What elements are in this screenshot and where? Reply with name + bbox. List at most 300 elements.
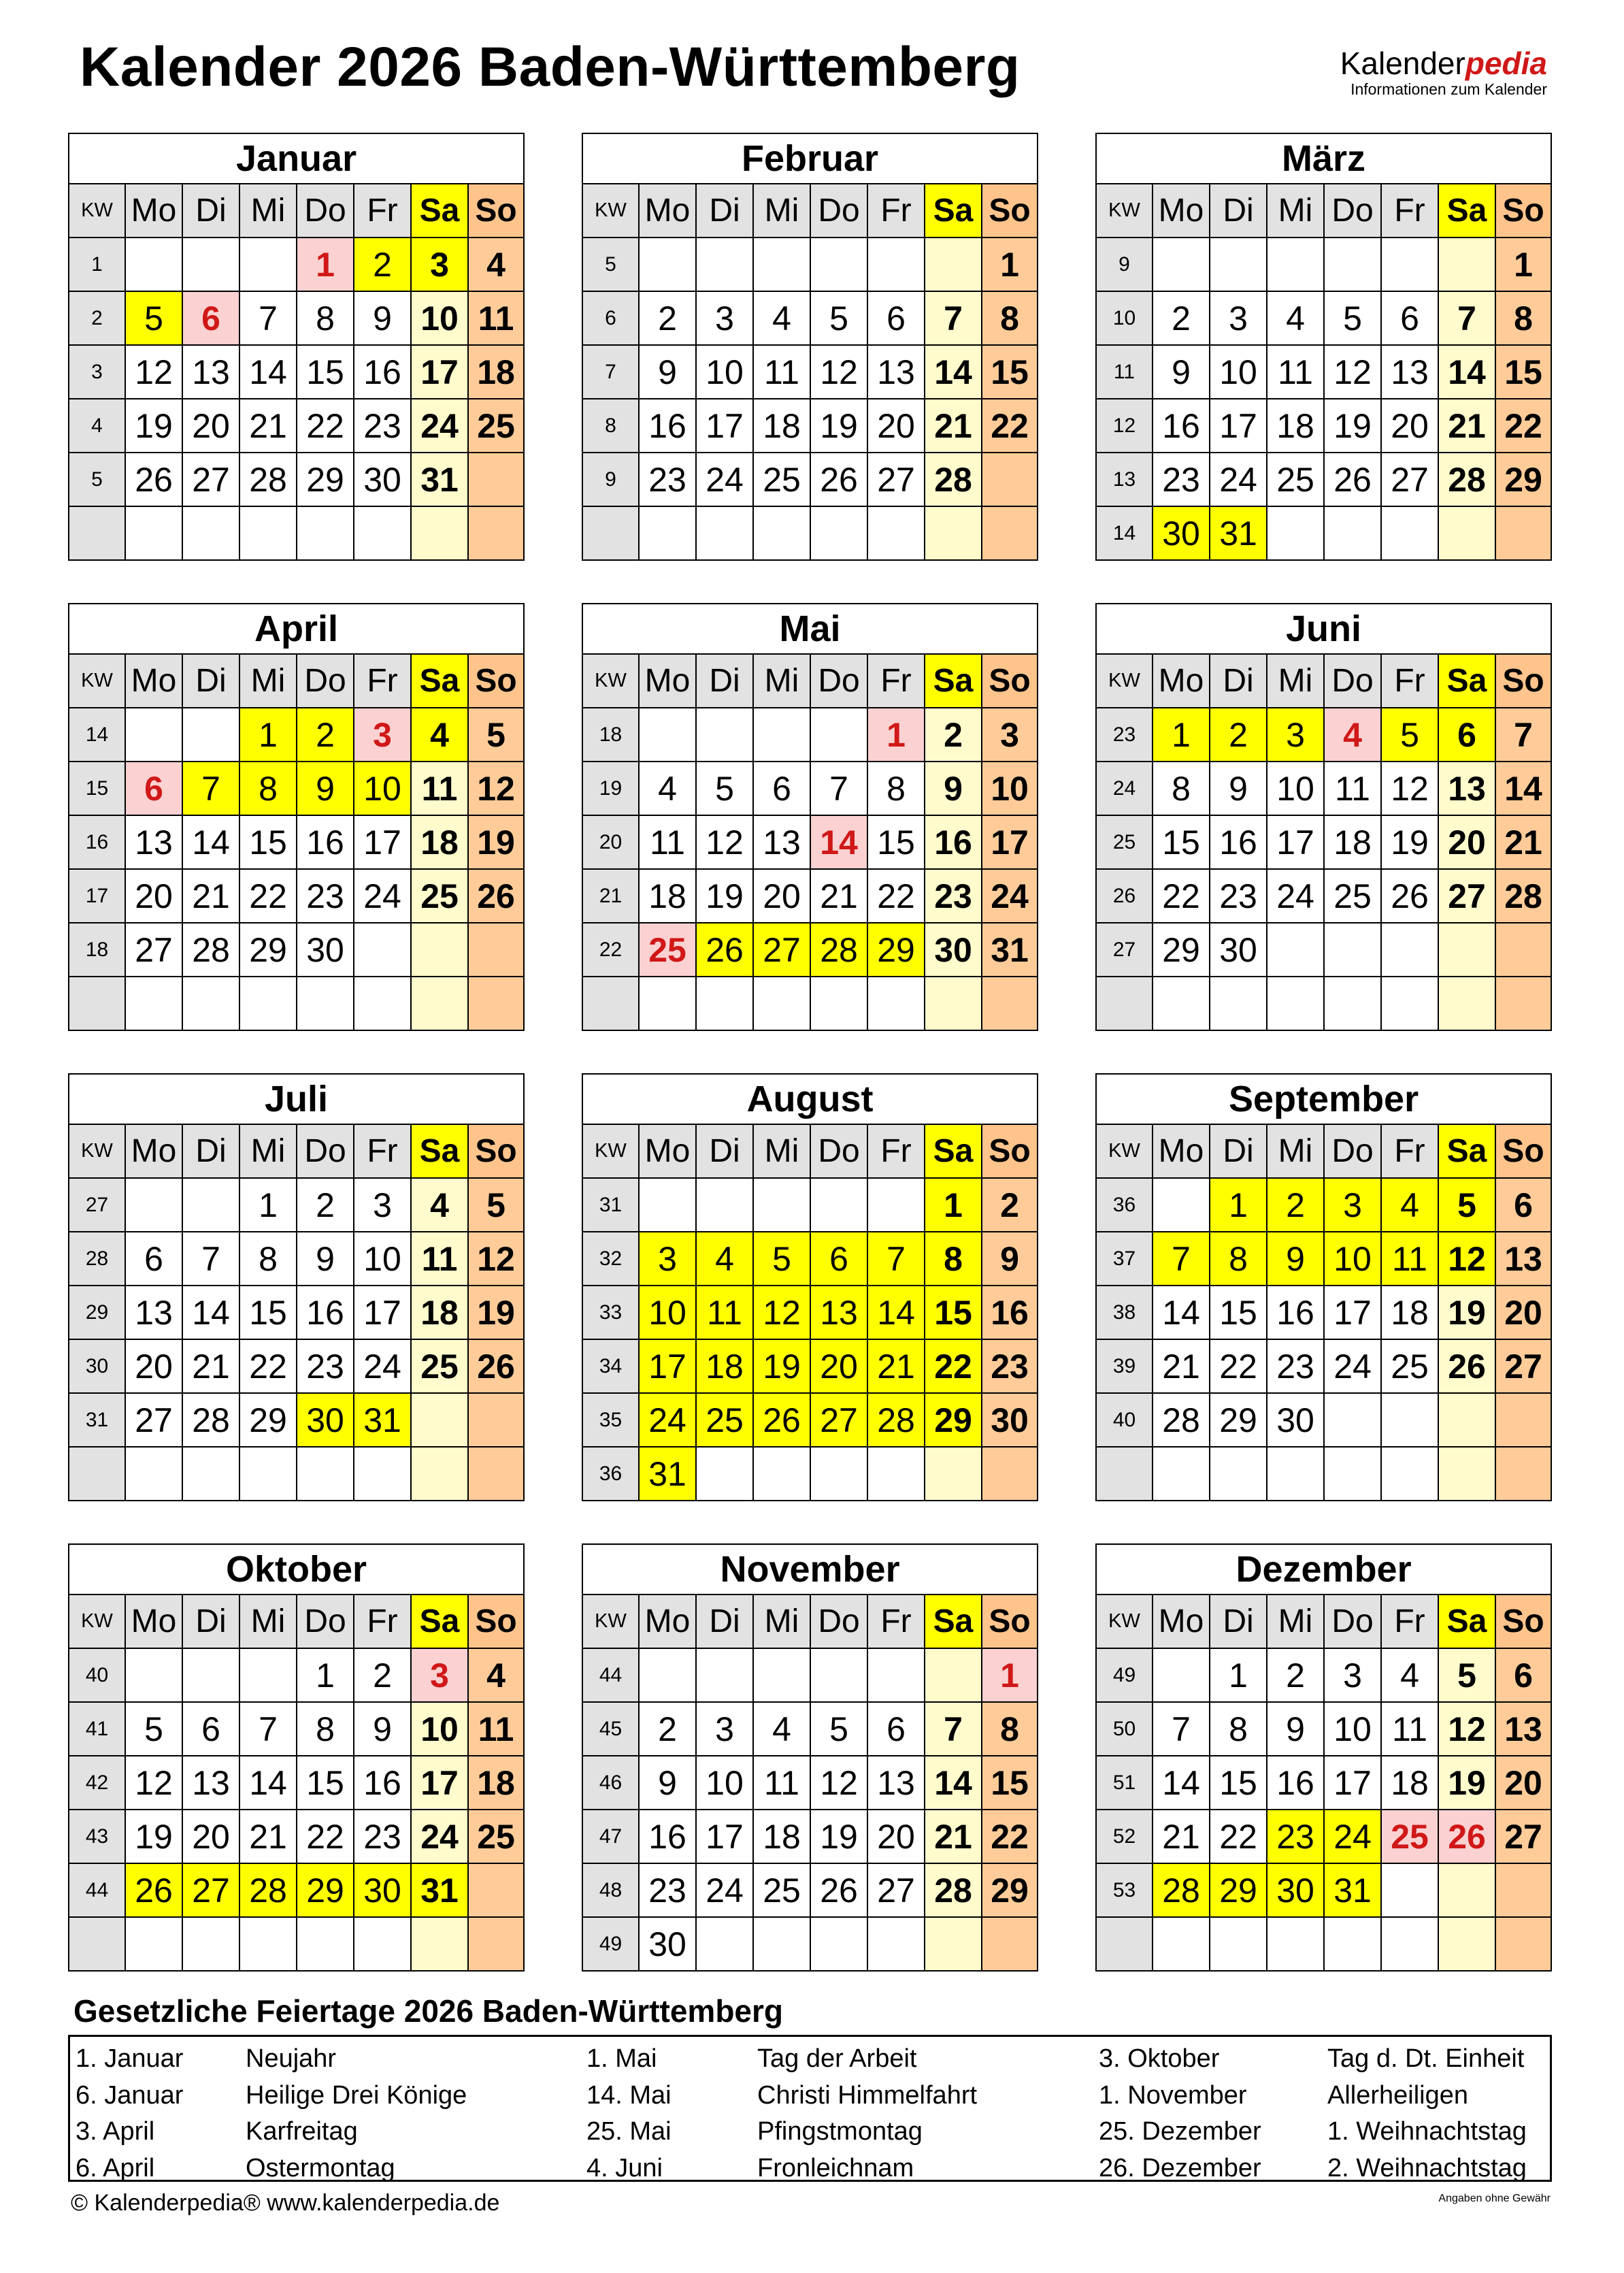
week-number bbox=[69, 506, 125, 560]
day-cell: 7 bbox=[239, 291, 297, 345]
empty-cell bbox=[297, 1917, 354, 1971]
weekday-header: Di bbox=[1210, 1124, 1267, 1178]
day-cell: 9 bbox=[354, 1702, 411, 1756]
week-number: 27 bbox=[69, 1178, 125, 1232]
day-cell: 8 bbox=[1153, 762, 1210, 815]
day-cell: 15 bbox=[1153, 815, 1210, 869]
brand-tagline: Informationen zum Kalender bbox=[1350, 80, 1547, 98]
empty-cell bbox=[982, 977, 1038, 1030]
day-cell: 11 bbox=[1381, 1232, 1438, 1286]
empty-cell bbox=[1267, 506, 1324, 560]
weekday-header: Mi bbox=[1267, 654, 1324, 708]
month-calendar bbox=[582, 133, 1038, 561]
day-cell: 10 bbox=[696, 1756, 753, 1810]
day-cell: 2 bbox=[354, 1648, 411, 1702]
empty-cell bbox=[753, 1178, 810, 1232]
month-calendar bbox=[1095, 1073, 1552, 1501]
day-cell: 21 bbox=[1438, 399, 1495, 453]
day-cell: 9 bbox=[1153, 345, 1210, 399]
month-calendar bbox=[1095, 603, 1552, 1031]
empty-cell bbox=[1381, 506, 1438, 560]
holiday-date: 6. April bbox=[76, 2153, 155, 2182]
empty-cell bbox=[925, 506, 982, 560]
week-number: 29 bbox=[69, 1286, 125, 1339]
holiday-name-column-1 bbox=[246, 2041, 467, 2187]
empty-cell bbox=[696, 1917, 753, 1971]
week-number: 44 bbox=[582, 1648, 639, 1702]
week-number: 15 bbox=[69, 762, 125, 815]
day-cell: 25 bbox=[753, 1863, 810, 1917]
day-cell: 24 bbox=[639, 1393, 696, 1447]
empty-cell bbox=[411, 1917, 468, 1971]
kw-header: KW bbox=[1096, 184, 1153, 238]
day-cell: 19 bbox=[1438, 1286, 1495, 1339]
day-cell: 30 bbox=[982, 1393, 1038, 1447]
day-cell: 3 bbox=[1267, 708, 1324, 762]
empty-cell bbox=[867, 1648, 925, 1702]
day-cell: 18 bbox=[1381, 1286, 1438, 1339]
week-number: 7 bbox=[582, 345, 639, 399]
empty-cell bbox=[1324, 977, 1381, 1030]
day-cell: 31 bbox=[639, 1447, 696, 1501]
day-cell: 9 bbox=[639, 345, 696, 399]
day-cell: 22 bbox=[1153, 869, 1210, 923]
day-cell: 26 bbox=[696, 923, 753, 977]
day-cell: 19 bbox=[468, 1286, 524, 1339]
day-cell: 15 bbox=[867, 815, 925, 869]
weekday-header: Do bbox=[297, 654, 354, 708]
empty-cell bbox=[354, 923, 411, 977]
empty-cell bbox=[125, 977, 182, 1030]
day-cell: 19 bbox=[1438, 1756, 1495, 1810]
week-number: 52 bbox=[1096, 1810, 1153, 1863]
day-cell: 16 bbox=[1153, 399, 1210, 453]
weekday-header: Mo bbox=[1153, 184, 1210, 238]
day-cell: 24 bbox=[354, 1339, 411, 1393]
day-cell: 21 bbox=[925, 399, 982, 453]
day-cell: 12 bbox=[1438, 1702, 1495, 1756]
day-cell: 8 bbox=[239, 1232, 297, 1286]
empty-cell bbox=[753, 1447, 810, 1501]
day-cell: 18 bbox=[1267, 399, 1324, 453]
holiday-name: Tag d. Dt. Einheit bbox=[1327, 2044, 1525, 2073]
week-number: 31 bbox=[69, 1393, 125, 1447]
day-cell: 30 bbox=[1153, 506, 1210, 560]
week-number: 47 bbox=[582, 1810, 639, 1863]
empty-cell bbox=[867, 1447, 925, 1501]
weekday-header: Mi bbox=[753, 184, 810, 238]
day-cell: 19 bbox=[125, 399, 182, 453]
day-cell: 6 bbox=[867, 291, 925, 345]
day-cell: 16 bbox=[354, 345, 411, 399]
weekday-header: Do bbox=[810, 1124, 867, 1178]
day-cell: 31 bbox=[411, 1863, 468, 1917]
empty-cell bbox=[239, 1648, 297, 1702]
week-number: 17 bbox=[69, 869, 125, 923]
day-cell: 27 bbox=[867, 1863, 925, 1917]
holiday-date: 26. Dezember bbox=[1099, 2153, 1261, 2182]
empty-cell bbox=[468, 923, 524, 977]
weekday-header: Do bbox=[810, 654, 867, 708]
day-cell: 13 bbox=[1495, 1702, 1551, 1756]
day-cell: 14 bbox=[1495, 762, 1551, 815]
day-cell: 19 bbox=[696, 869, 753, 923]
day-cell: 23 bbox=[297, 1339, 354, 1393]
empty-cell bbox=[182, 1447, 239, 1501]
day-cell: 22 bbox=[982, 1810, 1038, 1863]
day-cell: 5 bbox=[468, 1178, 524, 1232]
day-cell: 14 bbox=[1438, 345, 1495, 399]
day-cell: 21 bbox=[239, 399, 297, 453]
month-name: Oktober bbox=[69, 1544, 524, 1595]
empty-cell bbox=[1324, 923, 1381, 977]
weekday-header: Sa bbox=[925, 1124, 982, 1178]
day-cell: 19 bbox=[810, 399, 867, 453]
empty-cell bbox=[125, 1648, 182, 1702]
week-number: 25 bbox=[1096, 815, 1153, 869]
empty-cell bbox=[239, 506, 297, 560]
holiday-date-column-3 bbox=[1099, 2041, 1261, 2187]
day-cell: 20 bbox=[1438, 815, 1495, 869]
week-number: 13 bbox=[1096, 453, 1153, 506]
month-name: April bbox=[69, 604, 524, 654]
empty-cell bbox=[182, 1648, 239, 1702]
day-cell: 9 bbox=[982, 1232, 1038, 1286]
month-calendar bbox=[68, 603, 525, 1031]
week-number: 49 bbox=[582, 1917, 639, 1971]
empty-cell bbox=[182, 1917, 239, 1971]
empty-cell bbox=[810, 708, 867, 762]
week-number bbox=[1096, 1447, 1153, 1501]
day-cell: 16 bbox=[1267, 1756, 1324, 1810]
day-cell: 11 bbox=[411, 762, 468, 815]
day-cell: 3 bbox=[354, 708, 411, 762]
day-cell: 25 bbox=[468, 1810, 524, 1863]
day-cell: 5 bbox=[1438, 1648, 1495, 1702]
empty-cell bbox=[1495, 1863, 1551, 1917]
day-cell: 3 bbox=[696, 1702, 753, 1756]
day-cell: 22 bbox=[239, 1339, 297, 1393]
brand-logo[interactable] bbox=[1340, 46, 1547, 98]
empty-cell bbox=[639, 1648, 696, 1702]
day-cell: 6 bbox=[182, 1702, 239, 1756]
day-cell: 26 bbox=[810, 453, 867, 506]
day-cell: 30 bbox=[354, 1863, 411, 1917]
week-number: 30 bbox=[69, 1339, 125, 1393]
day-cell: 9 bbox=[1210, 762, 1267, 815]
day-cell: 25 bbox=[1381, 1339, 1438, 1393]
empty-cell bbox=[925, 1648, 982, 1702]
empty-cell bbox=[753, 708, 810, 762]
day-cell: 5 bbox=[1381, 708, 1438, 762]
day-cell: 23 bbox=[1153, 453, 1210, 506]
day-cell: 17 bbox=[639, 1339, 696, 1393]
week-number bbox=[582, 977, 639, 1030]
weekday-header: Do bbox=[1324, 184, 1381, 238]
empty-cell bbox=[1381, 238, 1438, 291]
day-cell: 24 bbox=[982, 869, 1038, 923]
holiday-name: 2. Weihnachtstag bbox=[1327, 2153, 1527, 2182]
day-cell: 6 bbox=[810, 1232, 867, 1286]
kw-header: KW bbox=[69, 1595, 125, 1648]
day-cell: 22 bbox=[867, 869, 925, 923]
kw-header: KW bbox=[1096, 654, 1153, 708]
day-cell: 7 bbox=[239, 1702, 297, 1756]
day-cell: 21 bbox=[182, 1339, 239, 1393]
weekday-header: Di bbox=[696, 654, 753, 708]
day-cell: 11 bbox=[639, 815, 696, 869]
day-cell: 3 bbox=[1324, 1648, 1381, 1702]
day-cell: 4 bbox=[1381, 1178, 1438, 1232]
day-cell: 23 bbox=[1210, 869, 1267, 923]
day-cell: 2 bbox=[297, 1178, 354, 1232]
empty-cell bbox=[1153, 1917, 1210, 1971]
empty-cell bbox=[696, 238, 753, 291]
day-cell: 29 bbox=[297, 1863, 354, 1917]
day-cell: 23 bbox=[639, 1863, 696, 1917]
day-cell: 21 bbox=[239, 1810, 297, 1863]
weekday-header: Fr bbox=[1381, 1124, 1438, 1178]
day-cell: 22 bbox=[982, 399, 1038, 453]
day-cell: 27 bbox=[753, 923, 810, 977]
day-cell: 21 bbox=[1153, 1339, 1210, 1393]
empty-cell bbox=[1438, 1393, 1495, 1447]
day-cell: 7 bbox=[1495, 708, 1551, 762]
weekday-header: So bbox=[468, 1124, 524, 1178]
footer-copyright[interactable]: © Kalenderpedia® www.kalenderpedia.de bbox=[71, 2190, 500, 2216]
day-cell: 25 bbox=[411, 1339, 468, 1393]
day-cell: 24 bbox=[411, 1810, 468, 1863]
empty-cell bbox=[810, 977, 867, 1030]
month-calendar bbox=[68, 133, 525, 561]
month-name: März bbox=[1096, 133, 1551, 184]
empty-cell bbox=[696, 506, 753, 560]
week-number: 49 bbox=[1096, 1648, 1153, 1702]
week-number: 16 bbox=[69, 815, 125, 869]
day-cell: 14 bbox=[182, 1286, 239, 1339]
day-cell: 17 bbox=[1324, 1286, 1381, 1339]
weekday-header: Mi bbox=[753, 1124, 810, 1178]
week-number: 22 bbox=[582, 923, 639, 977]
empty-cell bbox=[753, 238, 810, 291]
day-cell: 13 bbox=[753, 815, 810, 869]
day-cell: 1 bbox=[1210, 1178, 1267, 1232]
empty-cell bbox=[239, 238, 297, 291]
day-cell: 8 bbox=[867, 762, 925, 815]
weekday-header: Di bbox=[1210, 654, 1267, 708]
day-cell: 18 bbox=[411, 815, 468, 869]
day-cell: 26 bbox=[1438, 1810, 1495, 1863]
empty-cell bbox=[1495, 1447, 1551, 1501]
day-cell: 1 bbox=[1495, 238, 1551, 291]
day-cell: 16 bbox=[297, 1286, 354, 1339]
empty-cell bbox=[468, 1863, 524, 1917]
empty-cell bbox=[1438, 1917, 1495, 1971]
week-number: 8 bbox=[582, 399, 639, 453]
weekday-header: So bbox=[982, 1124, 1038, 1178]
day-cell: 15 bbox=[239, 815, 297, 869]
weekday-header: Di bbox=[182, 184, 239, 238]
weekday-header: Mo bbox=[125, 654, 182, 708]
week-number: 4 bbox=[69, 399, 125, 453]
day-cell: 18 bbox=[411, 1286, 468, 1339]
empty-cell bbox=[1153, 1178, 1210, 1232]
day-cell: 12 bbox=[1381, 762, 1438, 815]
weekday-header: Fr bbox=[867, 1124, 925, 1178]
weekday-header: So bbox=[982, 1595, 1038, 1648]
weekday-header: Fr bbox=[1381, 184, 1438, 238]
day-cell: 15 bbox=[239, 1286, 297, 1339]
week-number: 34 bbox=[582, 1339, 639, 1393]
empty-cell bbox=[1381, 1447, 1438, 1501]
weekday-header: Mo bbox=[639, 184, 696, 238]
weekday-header: Sa bbox=[925, 1595, 982, 1648]
brand-name-part2: pedia bbox=[1465, 46, 1547, 81]
empty-cell bbox=[411, 1393, 468, 1447]
day-cell: 2 bbox=[297, 708, 354, 762]
day-cell: 9 bbox=[1267, 1232, 1324, 1286]
holiday-name: Fronleichnam bbox=[757, 2153, 914, 2182]
day-cell: 2 bbox=[1267, 1178, 1324, 1232]
weekday-header: Mi bbox=[239, 1595, 297, 1648]
week-number: 18 bbox=[69, 923, 125, 977]
holidays-table bbox=[68, 2035, 1552, 2182]
weekday-header: Do bbox=[810, 1595, 867, 1648]
day-cell: 14 bbox=[925, 345, 982, 399]
day-cell: 1 bbox=[239, 708, 297, 762]
empty-cell bbox=[297, 977, 354, 1030]
empty-cell bbox=[925, 1447, 982, 1501]
day-cell: 24 bbox=[1324, 1810, 1381, 1863]
empty-cell bbox=[1153, 977, 1210, 1030]
day-cell: 26 bbox=[468, 869, 524, 923]
week-number: 38 bbox=[1096, 1286, 1153, 1339]
day-cell: 1 bbox=[982, 1648, 1038, 1702]
day-cell: 23 bbox=[297, 869, 354, 923]
empty-cell bbox=[354, 1917, 411, 1971]
weekday-header: Fr bbox=[867, 654, 925, 708]
empty-cell bbox=[354, 977, 411, 1030]
day-cell: 18 bbox=[753, 399, 810, 453]
day-cell: 17 bbox=[354, 815, 411, 869]
empty-cell bbox=[1495, 1393, 1551, 1447]
empty-cell bbox=[867, 506, 925, 560]
day-cell: 6 bbox=[1495, 1648, 1551, 1702]
day-cell: 30 bbox=[354, 453, 411, 506]
week-number: 1 bbox=[69, 238, 125, 291]
day-cell: 22 bbox=[1495, 399, 1551, 453]
day-cell: 24 bbox=[1267, 869, 1324, 923]
day-cell: 14 bbox=[867, 1286, 925, 1339]
day-cell: 29 bbox=[925, 1393, 982, 1447]
empty-cell bbox=[1153, 238, 1210, 291]
empty-cell bbox=[411, 977, 468, 1030]
day-cell: 5 bbox=[125, 1702, 182, 1756]
weekday-header: Do bbox=[297, 1595, 354, 1648]
day-cell: 9 bbox=[297, 762, 354, 815]
day-cell: 13 bbox=[182, 345, 239, 399]
empty-cell bbox=[810, 1917, 867, 1971]
day-cell: 20 bbox=[1495, 1286, 1551, 1339]
empty-cell bbox=[468, 1393, 524, 1447]
day-cell: 2 bbox=[1267, 1648, 1324, 1702]
month-calendar bbox=[1095, 133, 1552, 561]
day-cell: 27 bbox=[867, 453, 925, 506]
weekday-header: Di bbox=[182, 654, 239, 708]
day-cell: 31 bbox=[354, 1393, 411, 1447]
brand-name bbox=[1340, 46, 1547, 80]
empty-cell bbox=[810, 506, 867, 560]
holiday-date: 25. Mai bbox=[586, 2117, 672, 2146]
weekday-header: Sa bbox=[1438, 184, 1495, 238]
week-number: 14 bbox=[1096, 506, 1153, 560]
empty-cell bbox=[468, 453, 524, 506]
empty-cell bbox=[239, 1917, 297, 1971]
day-cell: 2 bbox=[1153, 291, 1210, 345]
empty-cell bbox=[1324, 506, 1381, 560]
empty-cell bbox=[182, 708, 239, 762]
day-cell: 5 bbox=[810, 291, 867, 345]
day-cell: 25 bbox=[1381, 1810, 1438, 1863]
day-cell: 14 bbox=[1153, 1286, 1210, 1339]
empty-cell bbox=[867, 977, 925, 1030]
day-cell: 4 bbox=[753, 291, 810, 345]
holiday-name: Ostermontag bbox=[246, 2153, 395, 2182]
week-number: 2 bbox=[69, 291, 125, 345]
day-cell: 28 bbox=[925, 1863, 982, 1917]
day-cell: 28 bbox=[1438, 453, 1495, 506]
day-cell: 13 bbox=[867, 345, 925, 399]
weekday-header: So bbox=[468, 654, 524, 708]
empty-cell bbox=[867, 1178, 925, 1232]
day-cell: 29 bbox=[239, 923, 297, 977]
month-calendar bbox=[582, 1543, 1038, 1972]
empty-cell bbox=[297, 1447, 354, 1501]
week-number: 43 bbox=[69, 1810, 125, 1863]
empty-cell bbox=[1438, 506, 1495, 560]
day-cell: 11 bbox=[1267, 345, 1324, 399]
empty-cell bbox=[925, 977, 982, 1030]
empty-cell bbox=[867, 238, 925, 291]
month-name: Juli bbox=[69, 1074, 524, 1124]
weekday-header: Fr bbox=[867, 184, 925, 238]
empty-cell bbox=[239, 977, 297, 1030]
holiday-name: Heilige Drei Könige bbox=[246, 2080, 467, 2110]
week-number: 36 bbox=[1096, 1178, 1153, 1232]
day-cell: 5 bbox=[468, 708, 524, 762]
day-cell: 26 bbox=[125, 453, 182, 506]
day-cell: 7 bbox=[867, 1232, 925, 1286]
week-number: 35 bbox=[582, 1393, 639, 1447]
day-cell: 15 bbox=[297, 1756, 354, 1810]
weekday-header: Sa bbox=[1438, 1595, 1495, 1648]
day-cell: 23 bbox=[925, 869, 982, 923]
week-number: 9 bbox=[1096, 238, 1153, 291]
weekday-header: Mi bbox=[1267, 1124, 1324, 1178]
month-name: Februar bbox=[582, 133, 1038, 184]
day-cell: 10 bbox=[1267, 762, 1324, 815]
day-cell: 19 bbox=[468, 815, 524, 869]
empty-cell bbox=[1324, 238, 1381, 291]
day-cell: 24 bbox=[411, 399, 468, 453]
day-cell: 13 bbox=[867, 1756, 925, 1810]
day-cell: 31 bbox=[982, 923, 1038, 977]
day-cell: 1 bbox=[297, 1648, 354, 1702]
week-number: 40 bbox=[1096, 1393, 1153, 1447]
kw-header: KW bbox=[69, 184, 125, 238]
empty-cell bbox=[1153, 1447, 1210, 1501]
day-cell: 1 bbox=[1153, 708, 1210, 762]
